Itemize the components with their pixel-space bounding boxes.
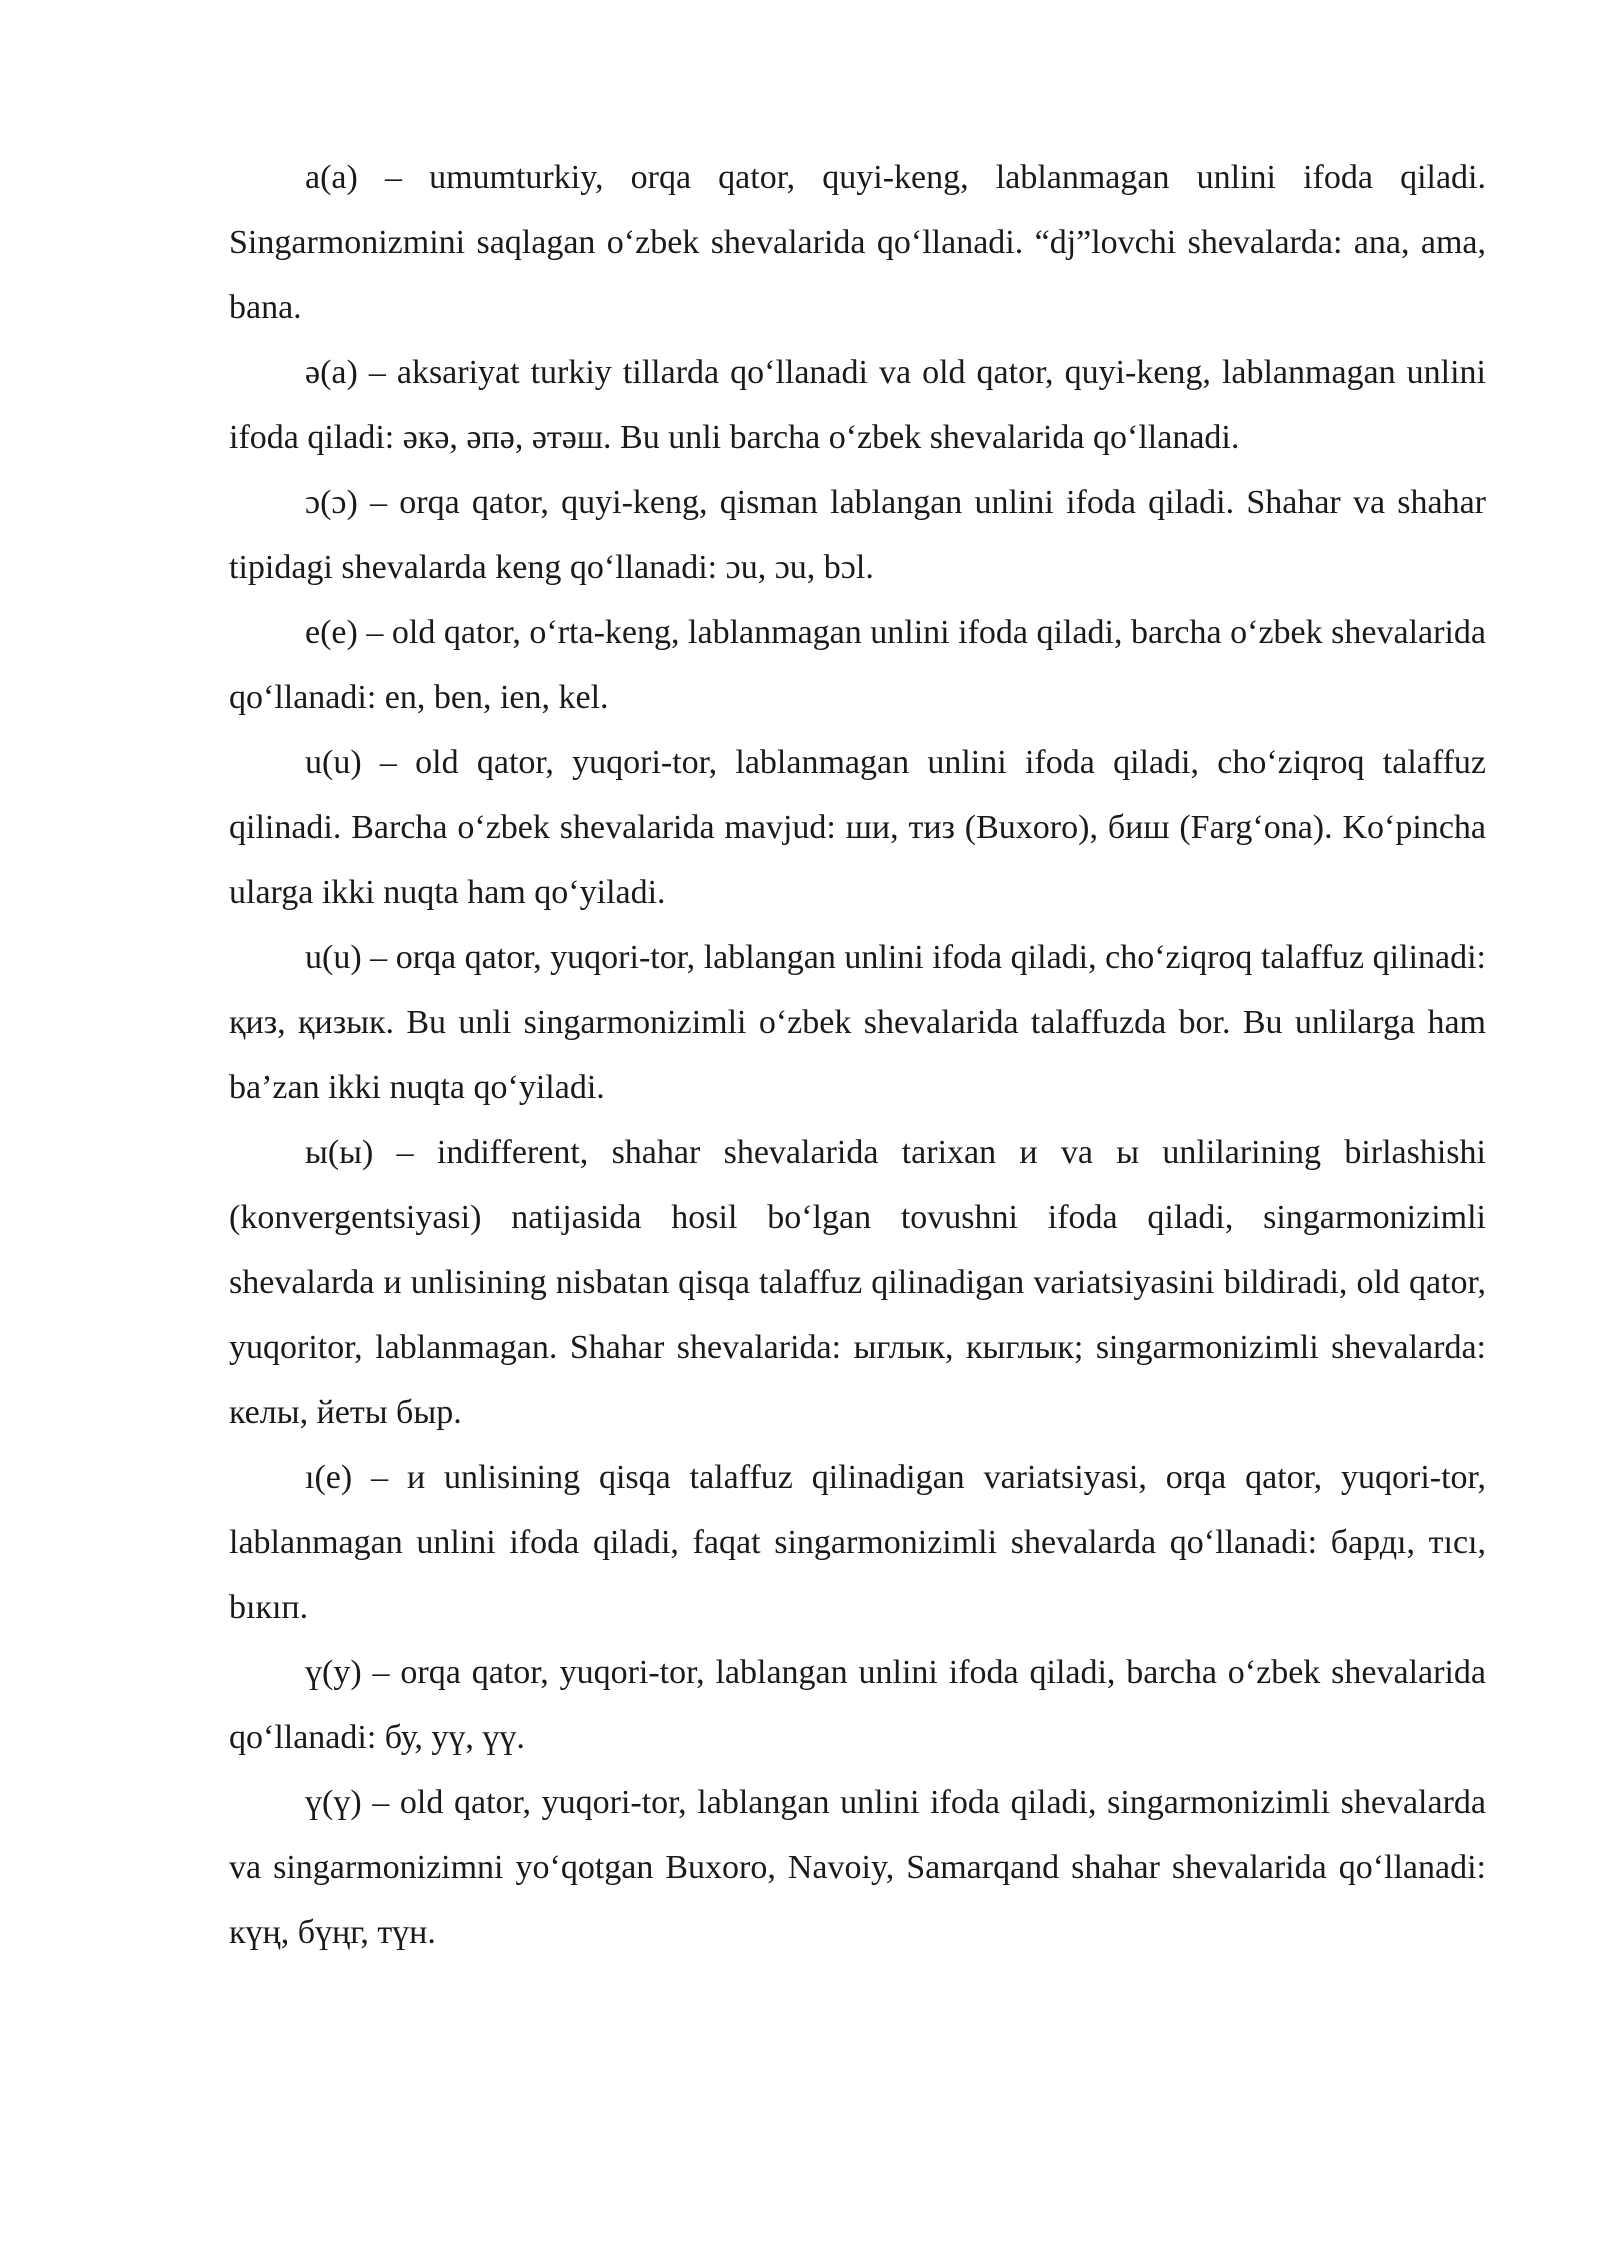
paragraph-e-vowel: e(e) – old qator, o‘rta-keng, lablanmagan unlini ifoda qiladi, barcha o‘zbek shevalarida qo‘llanadi: en, ben, ien, kel.	[229, 614, 1486, 716]
paragraph-schwa-vowel: ә(a) – aksariyat turkiy tillarda qo‘llanadi va old qator, quyi-keng, lablanmagan unlini ifoda qiladi: әкә, әпә, әтәш. Bu unli barcha o‘zbek shevalarida qo‘llanadi.	[229, 354, 1486, 456]
paragraph-dotless-i-vowel: ı(e) – и unlisining qisqa talaffuz qilinadigan variatsiyasi, orqa qator, yuqori-tor, lablanmagan unlini ifoda qiladi, faqat singarmonizimli shevalarda qo‘llanadi: бардı, тıсı, bıкıп.	[229, 1459, 1486, 1626]
document-page	[229, 145, 1486, 1965]
paragraph-front-y-vowel: ү(ү) – old qator, yuqori-tor, lablangan unlini ifoda qiladi, singarmonizimli shevalarda va singarmonizimni yo‘qotgan Buxoro, Navoiy, Samarqand shahar shevalarida qo‘llanadi: күң, бүңг, түн.	[229, 1784, 1486, 1951]
paragraph-back-y-vowel: ү(у) – orqa qator, yuqori-tor, lablangan unlini ifoda qiladi, barcha o‘zbek shevalarida qo‘llanadi: бу, уү, үү.	[229, 1654, 1486, 1756]
paragraph-front-u-vowel: u(u) – old qator, yuqori-tor, lablanmagan unlini ifoda qiladi, cho‘ziqroq talaffuz qilinadi. Barcha o‘zbek shevalarida mavjud: ши, тиз (Buxoro), биш (Farg‘ona). Ko‘pincha ularga ikki nuqta ham qo‘yiladi.	[229, 744, 1486, 911]
paragraph-back-u-vowel: u(u) – orqa qator, yuqori-tor, lablangan unlini ifoda qiladi, cho‘ziqroq talaffuz qilinadi: қиз, қизык. Bu unli singarmonizimli o‘zbek shevalarida talaffuzda bor. Bu unlilarga ham ba’zan ikki nuqta qo‘yiladi.	[229, 939, 1486, 1106]
paragraph-open-o-vowel: ɔ(ɔ) – orqa qator, quyi-keng, qisman lablangan unlini ifoda qiladi. Shahar va shahar tipidagi shevalarda keng qo‘llanadi: ɔu, ɔu, bɔl.	[229, 484, 1486, 586]
paragraph-yeru-vowel: ы(ы) – indifferent, shahar shevalarida tarixan и va ы unlilarining birlashishi (konvergentsiyasi) natijasida hosil bo‘lgan tovushni ifoda qiladi, singarmonizimli shevalarda и unlisining nisbatan qisqa talaffuz qilinadigan variatsiyasini bildiradi, old qator, yuqoritor, lablanmagan. Shahar shevalarida: ыглык, кыглык; singarmonizimli shevalarda: келы, йеты быр.	[229, 1134, 1486, 1431]
paragraph-a-vowel: a(a) – umumturkiy, orqa qator, quyi-keng, lablanmagan unlini ifoda qiladi. Singarmonizmini saqlagan o‘zbek shevalarida qo‘llanadi. “dj”lovchi shevalarda: ana, ama, bana.	[229, 159, 1486, 326]
